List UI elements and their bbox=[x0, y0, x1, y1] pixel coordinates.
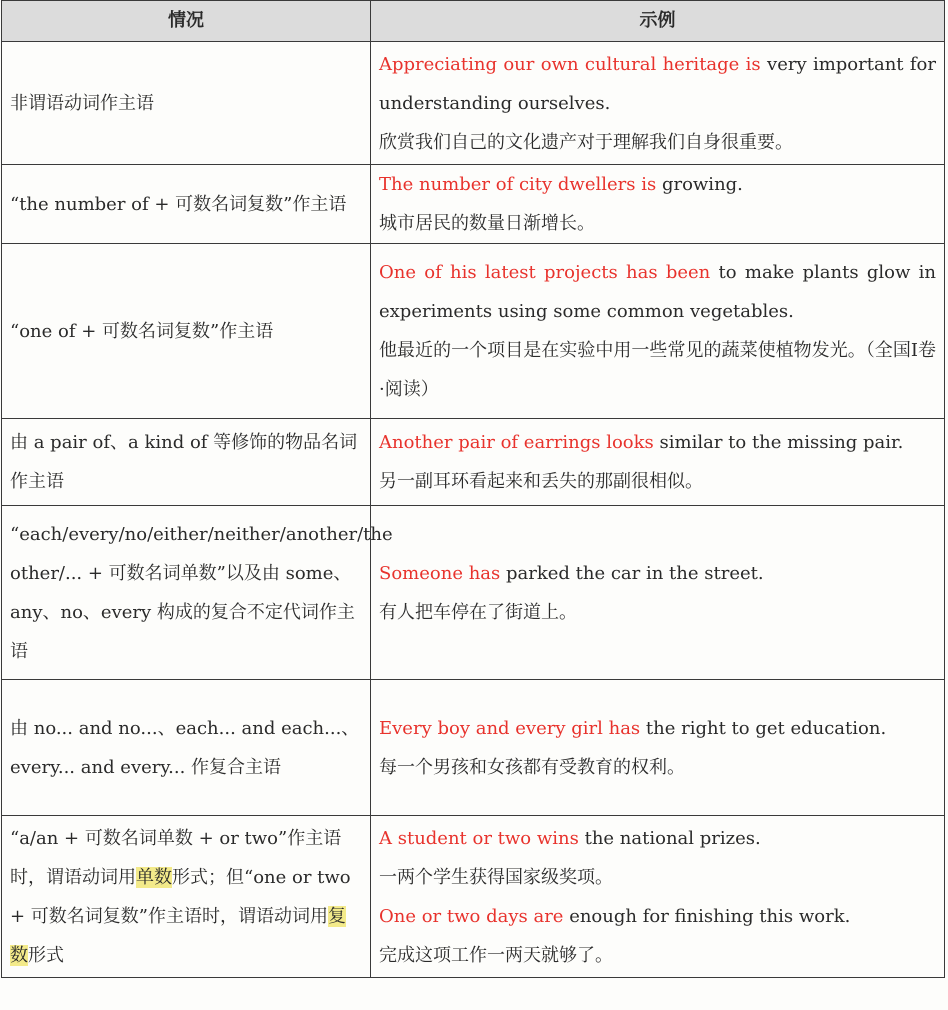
example-cell bbox=[371, 165, 945, 244]
case-cell: “each/every/no/either/neither/another/the other/... + 可数名词单数”以及由 some、any、no、every 构成的复合不定代词作主语 bbox=[2, 506, 371, 680]
example-sentence bbox=[379, 709, 936, 748]
example-sentence bbox=[379, 165, 936, 204]
sentence-rest: the right to get education. bbox=[640, 717, 887, 739]
sentence-rest: the national prizes. bbox=[578, 827, 761, 849]
grammar-table bbox=[1, 0, 945, 978]
example-cell bbox=[371, 816, 945, 978]
case-text: 形式；但“one or two + 可数名词复数”作主语时，谓语动词用 bbox=[10, 866, 351, 927]
example-sentence bbox=[379, 897, 936, 936]
case-text: “a/an + 可数名词单数 + or two”作主语时，谓语动词用 bbox=[10, 827, 342, 888]
highlighted-subject: The number of city dwellers is bbox=[379, 174, 657, 195]
sentence-rest: to make plants glow in experiments using some common vegetables. bbox=[379, 262, 936, 322]
case-cell: “one of + 可数名词复数”作主语 bbox=[2, 244, 371, 419]
example-translation: 城市居民的数量日渐增长。 bbox=[379, 213, 595, 234]
header-example: 示例 bbox=[371, 1, 945, 42]
example-translation: 每一个男孩和女孩都有受教育的权利。 bbox=[379, 756, 685, 778]
sentence-rest: growing. bbox=[656, 174, 743, 195]
example-sentence bbox=[379, 253, 936, 331]
table-row bbox=[2, 680, 945, 816]
example-translation: 欣赏我们自己的文化遗产对于理解我们自身很重要。 bbox=[379, 131, 793, 153]
sentence-rest: similar to the missing pair. bbox=[653, 432, 904, 453]
highlighted-term: 复数 bbox=[10, 905, 347, 966]
example-cell bbox=[371, 680, 945, 816]
example-sentence bbox=[379, 819, 936, 858]
table-row bbox=[2, 244, 945, 419]
highlighted-subject: Appreciating our own cultural heritage is bbox=[379, 53, 761, 75]
highlighted-subject: A student or two wins bbox=[379, 827, 579, 849]
example-sentence bbox=[379, 554, 936, 593]
table-row bbox=[2, 42, 945, 165]
example-translation: 另一副耳环看起来和丢失的那副很相似。 bbox=[379, 471, 703, 492]
table-row bbox=[2, 419, 945, 506]
sentence-rest: very important for understanding ourselves. bbox=[379, 53, 936, 114]
sentence-rest: enough for finishing this work. bbox=[563, 905, 851, 927]
example-cell bbox=[371, 42, 945, 165]
highlighted-subject: Another pair of earrings looks bbox=[379, 432, 654, 453]
highlighted-subject: Every boy and every girl has bbox=[379, 717, 641, 739]
highlighted-subject: One or two days are bbox=[379, 905, 564, 927]
case-text: 形式 bbox=[28, 944, 64, 966]
table-row bbox=[2, 165, 945, 244]
header-row bbox=[2, 1, 945, 42]
example-cell bbox=[371, 244, 945, 419]
sentence-rest: parked the car in the street. bbox=[500, 562, 764, 584]
highlighted-term: 单数 bbox=[136, 866, 172, 888]
example-translation: 有人把车停在了街道上。 bbox=[379, 601, 577, 623]
example-sentence bbox=[379, 423, 936, 462]
header-case: 情况 bbox=[2, 1, 371, 42]
table-row bbox=[2, 816, 945, 978]
case-cell: “the number of + 可数名词复数”作主语 bbox=[2, 165, 371, 244]
case-cell: 非谓语动词作主语 bbox=[2, 42, 371, 165]
example-cell bbox=[371, 419, 945, 506]
case-cell: 由 a pair of、a kind of 等修饰的物品名词作主语 bbox=[2, 419, 371, 506]
case-cell bbox=[2, 816, 371, 978]
example-translation: 他最近的一个项目是在实验中用一些常见的蔬菜使植物发光。（全国Ⅰ卷·阅读） bbox=[379, 340, 936, 400]
highlighted-subject: One of his latest projects has been bbox=[379, 262, 711, 283]
example-cell bbox=[371, 506, 945, 680]
example-translation: 一两个学生获得国家级奖项。 bbox=[379, 866, 613, 888]
example-sentence bbox=[379, 45, 936, 123]
case-cell: 由 no... and no...、each... and each...、every... and every... 作复合主语 bbox=[2, 680, 371, 816]
table-row bbox=[2, 506, 945, 680]
highlighted-subject: Someone has bbox=[379, 562, 501, 584]
example-translation: 完成这项工作一两天就够了。 bbox=[379, 944, 613, 966]
